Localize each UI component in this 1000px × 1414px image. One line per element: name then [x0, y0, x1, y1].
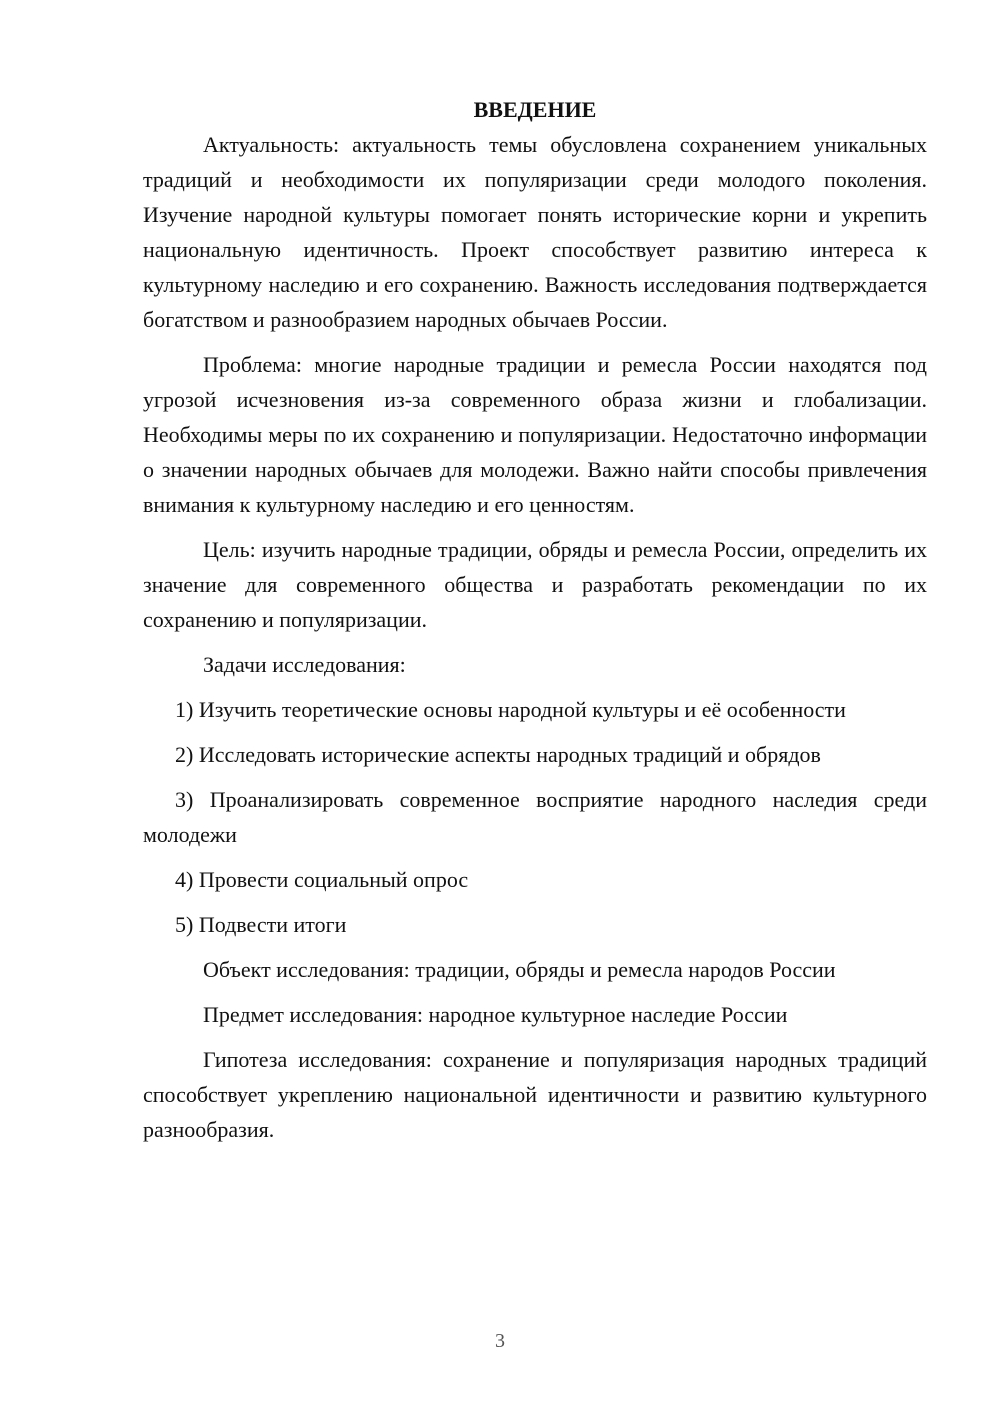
page-number: 3 — [495, 1330, 505, 1352]
tasks-heading: Задачи исследования: — [203, 652, 406, 677]
research-object: Объект исследования: традиции, обряды и ремесла народов России — [203, 957, 836, 982]
page-title: ВВЕДЕНИЕ — [473, 97, 597, 122]
task-item-5: 5) Подвести итоги — [175, 912, 347, 937]
task-item-3: 3) Проанализировать современное восприятие народного наследия среди молодежи — [143, 787, 927, 847]
goal-paragraph: Цель: изучить народные традиции, обряды и ремесла России, определить их значение для современного общества и разработать рекомендации по их сохранению и популяризации. — [143, 537, 927, 632]
research-subject: Предмет исследования: народное культурное наследие России — [203, 1002, 788, 1027]
problem-paragraph: Проблема: многие народные традиции и ремесла России находятся под угрозой исчезновения из-за современного образа жизни и глобализации. Необходимы меры по их сохранению и популяризации. Недостаточно информации о значении народных обычаев для молодежи. Важно найти способы привлечения внимания к культурному наследию и его ценностям. — [143, 352, 927, 517]
research-hypothesis: Гипотеза исследования: сохранение и популяризация народных традиций способствует укреплению национальной идентичности и развитию культурного разнообразия. — [143, 1047, 927, 1142]
task-item-4: 4) Провести социальный опрос — [175, 867, 469, 892]
task-item-1: 1) Изучить теоретические основы народной культуры и её особенности — [175, 697, 846, 722]
relevance-paragraph: Актуальность: актуальность темы обусловлена сохранением уникальных традиций и необходимости их популяризации среди молодого поколения. Изучение народной культуры помогает понять исторические корни и укрепить национальную идентичность. Проект способствует развитию интереса к культурному наследию и его сохранению. Важность исследования подтверждается богатством и разнообразием народных обычаев России. — [143, 132, 927, 332]
task-item-2: 2) Исследовать исторические аспекты народных традиций и обрядов — [175, 742, 821, 767]
document-page — [143, 92, 927, 1157]
